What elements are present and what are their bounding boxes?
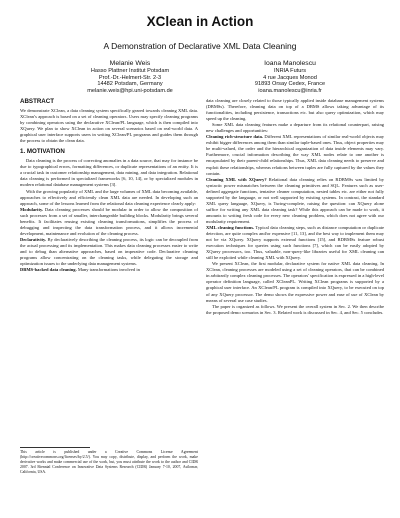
body-paragraph xyxy=(206,225,384,261)
paragraph-lead: Declarativity. xyxy=(20,236,47,242)
section-heading: 1. MOTIVATION xyxy=(20,148,65,156)
author-affiliation: INRIA Futurs xyxy=(273,68,307,74)
author-email: ioana.manolescu@inria.fr xyxy=(258,87,322,94)
paragraph-text: Typical data cleaning steps, such as distance computation or duplicate detection, are quite complex and/or expensive [11, 13], and the best way to implement them may not be via XQuery. XQuery supports external functions [15], and RDBMSs feature robust execution techniques for queries using such functions [7], which can be easily adopted by XQuery processors, too. Thus, valuable, non-query-like libraries useful for XML cleaning can still be exploited while cleaning XML with XQuery. xyxy=(206,224,384,261)
author-city: 91893 Orsay Cedex, France xyxy=(254,81,326,88)
body-paragraph xyxy=(206,122,384,134)
paragraph-text: Data cleaning processes should be modular in order to allow the composition of such processes from a set of smaller, interchangeable building blocks. Modularity brings several benefits. It facilitates reusing existing cleaning transformations, simplifies the process of debugging and inspecting the data transformation process, and it allows incremental development, maintenance and evolution of the cleaning process. xyxy=(20,206,198,236)
paragraph-text: Relational data cleaning relies on RDBMSs was limited by syntactic power mismatches between the cleaning primitives and SQL. Features such as user-defined aggregate functions, tentative cleaner computation, nested tables etc. are either not fully supported by the language, or not well supported by existing systems. In contrast, the standard XML query language, XQuery, is Turing-complete, raising the question: can XQuery alone suffice for writing any XML data cleaning task? While this approach can be made to work, it amounts to writing fresh code for every new cleaning problem, which does not agree with our modularity requirement. xyxy=(206,176,384,224)
right-column xyxy=(206,98,384,316)
left-column xyxy=(20,98,198,273)
paragraph-lead: XML cleaning functions. xyxy=(206,224,255,230)
paragraph-lead: DBMS-backed data cleaning. xyxy=(20,267,77,273)
body-paragraph xyxy=(206,261,384,303)
paragraph-text: We present XClean, the first modular, declarative system for native XML data cleaning. In XClean, cleaning processes are modeled using a set of cleaning operators, that can be combined in arbitrarily complex cleaning processes. The operators' specification is expressed in a high-level operator definition language, called XCleanPL. Writing XClean programs is supported by a graphical user interface. An XClean/PL program is compiled into XQuery, to be executed on top of any XQuery processor. The demo shows the expressive power and ease of use of XClean by means of several use case studies. xyxy=(206,261,384,303)
paragraph-lead: Cleaning XML with XQuery? xyxy=(206,176,267,182)
paragraph-lead: Cleaning rich-structure data. xyxy=(206,134,264,140)
author-email: melanie.weis@hpi.uni-potsdam.de xyxy=(87,87,173,94)
body-paragraph xyxy=(20,267,198,273)
author-name: Ioana Manolescu xyxy=(264,60,316,67)
paper-title: XClean in Action xyxy=(146,14,254,29)
author-block-2 xyxy=(200,60,380,94)
author-address: Prof.-Dr.-Helmert-Str. 2-3 xyxy=(98,74,162,81)
footnote-rule xyxy=(20,447,90,448)
body-paragraph xyxy=(206,134,384,176)
body-paragraph xyxy=(20,237,198,267)
author-city: 14482 Potsdam, Germany xyxy=(97,81,163,88)
body-paragraph xyxy=(206,304,384,316)
paragraph-text: The paper is organized as follows. We present the overall system in Sec. 2. We then describe the proposed demo scenarios in Sec. 3. Related work is discussed in Sec. 4, and Sec. 5 concludes. xyxy=(206,303,384,315)
paragraph-text: Many transformations involved in xyxy=(76,267,140,273)
paragraph-text: Different XML representations of similar real-world objects may exhibit bigger differences among them than similar tuple-based ones. Thus, object properties may be multi-valued, the order and the hierarchical organization of data inside elements may vary. Furthermore, crucial information describing the way XML nodes relate to one another is encapsulated by their parent-child relationships. Thus, XML data cleaning needs to preserve and exploit these relationships, whereas relations between tuples are fully captured by the values they contain. xyxy=(206,134,384,176)
abstract-heading: ABSTRACT xyxy=(20,98,55,105)
paragraph-text: By declaratively describing the cleaning process, its logic can be decoupled from the actual processing and its implementation. This makes data cleaning processes easier to write and to debug than alternative approaches, based on imperative code. Declarative cleaning programs allow concentrating on the cleaning tasks, while delegating the storage and optimization issues to the underlying data management systems. xyxy=(20,236,198,267)
footnote: This article is published under a Creative Commons License Agreement (http://creativecommons.org/licenses/by/2.5/). You may copy, distribute, display, and perform the work, make derivative works and make commercial use of the work, but, you must attribute the work to the author and CIDR 2007. 3rd Biennial Conference on Innovative Data Systems Research (CIDR) January 7-10, 2007, Asilomar, California, USA. xyxy=(20,450,198,475)
body-paragraph: With the growing popularity of XML and the large volumes of XML data becoming available, approaches to effectively and efficiently clean XML data are needed. In developing such an approach, some of the lessons learned from the relational data cleaning experience clearly apply: xyxy=(20,188,198,206)
paragraph-text: Some XML data cleaning features make a departure from its relational counterpart, raising new challenges and opportunities: xyxy=(206,122,384,134)
abstract-text: We demonstrate XClean, a data cleaning system specifically geared towards cleaning XML data. XClean’s approach is based on a set of cleaning operators. Users may specify cleaning programs by combining operators using the declarative XClean/PL language, which is then compiled into XQuery. We plan to show XClean in action on several scenarios based on real-world data. A graphical user interface supports users in writing XClean/PL programs and guides them through the process to obtain the clean data. xyxy=(20,108,198,144)
paragraph-text: data cleaning are closely related to those typically applied inside database management systems (DBMSs). Therefore, cleaning data on top of a DBMS allows taking advantage of its functionalities, including persistence, transactions etc. but also query optimization, which may speed up the cleaning. xyxy=(206,98,384,122)
author-block-1 xyxy=(40,60,220,94)
author-affiliation: Hasso Plattner Institut Potsdam xyxy=(90,68,170,74)
paper-subtitle: A Demonstration of Declarative XML Data Cleaning xyxy=(103,41,297,51)
author-name: Melanie Weis xyxy=(109,60,151,67)
body-paragraph xyxy=(20,207,198,237)
body-paragraph: Data cleaning is the process of correcting anomalies in a data source, that may for instance be due to typographical errors, formatting differences, or duplicate representations of an entity. It is a crucial task in customer relationship management, data mining, and data integration. Relational data cleaning is performed in specialized frameworks [6, 10, 14], or by specialized modules in modern relational database management systems [3]. xyxy=(20,158,198,188)
author-address: 4 rue Jacques Monod xyxy=(263,74,317,81)
body-paragraph xyxy=(206,98,384,122)
paragraph-lead: Modularity. xyxy=(20,206,44,212)
body-paragraph xyxy=(206,177,384,225)
